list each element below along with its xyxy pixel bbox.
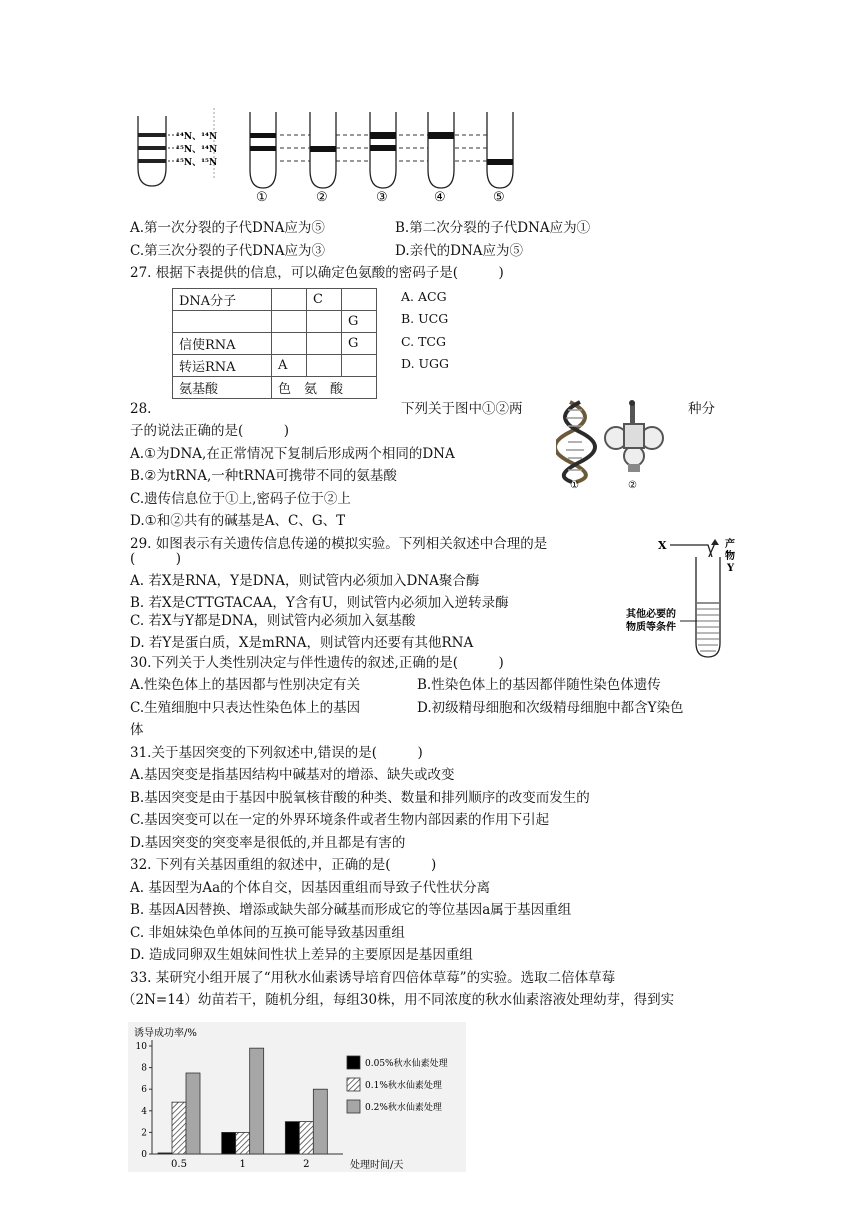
- q30-stem: 30.下列关于人类性别决定与伴性遗传的叙述,正确的是( ): [130, 655, 504, 671]
- legend-14n-14n: ¹⁴N、¹⁴N: [176, 132, 218, 142]
- y-tick-label: 0: [141, 1150, 147, 1160]
- q29-option-c: C. 若X与Y都是DNA，则试管内必须加入氨基酸: [130, 613, 416, 629]
- q30-option-d-cont: 体: [130, 722, 144, 738]
- bar: [313, 1089, 327, 1154]
- product-label-1: 产: [725, 539, 735, 550]
- y-tick-label: 8: [141, 1063, 147, 1074]
- q28-stem-line2: 子的说法正确的是( ): [130, 423, 290, 439]
- table-cell: G: [342, 311, 377, 333]
- tube-1: [250, 112, 276, 188]
- bar: [222, 1132, 236, 1154]
- induction-rate-chart: [128, 1022, 466, 1172]
- trna-cloverleaf: [605, 400, 663, 472]
- table-row: [173, 333, 377, 355]
- q29-stem: 29. 如图表示有关遗传信息传递的模拟实验。下列相关叙述中合理的是: [130, 536, 548, 552]
- tube-label-2: ②: [316, 190, 328, 203]
- q28-option-d: D.①和②共有的碱基是A、C、G、T: [130, 513, 346, 529]
- tube-label-5: ⑤: [493, 190, 505, 203]
- q32-stem: 32. 下列有关基因重组的叙述中，正确的是( ): [130, 857, 437, 873]
- q28-option-a: A.①为DNA,在正常情况下复制后形成两个相同的DNA: [130, 446, 455, 462]
- bar: [236, 1132, 250, 1154]
- x-tick-label: 1: [239, 1159, 246, 1170]
- table-cell: [173, 311, 272, 333]
- legend-15n-15n: ¹⁵N、¹⁵N: [176, 158, 218, 168]
- table-cell: C: [307, 289, 342, 311]
- product-label-2: 物: [725, 551, 735, 562]
- bar: [299, 1122, 313, 1154]
- table-cell: 氨基酸: [173, 377, 272, 399]
- test-tube-figure: [620, 533, 750, 663]
- bar: [285, 1122, 299, 1154]
- q28-option-c: C.遗传信息位于①上,密码子位于②上: [130, 491, 351, 507]
- bar: [172, 1102, 186, 1154]
- table-cell: [307, 333, 342, 355]
- bar: [186, 1073, 200, 1154]
- tube-label-3: ③: [376, 190, 388, 203]
- q31-option-c: C.基因突变可以在一定的外界环境条件或者生物内部因素的作用下引起: [130, 812, 550, 828]
- condition-label-1: 其他必要的: [626, 609, 676, 620]
- table-cell: DNA分子: [173, 289, 272, 311]
- legend-label: 0.1%秋水仙素处理: [365, 1081, 442, 1091]
- q29-option-b: B. 若X是CTTGTACAA，Y含有U，则试管内必须加入逆转录酶: [130, 595, 509, 611]
- table-row: [173, 289, 377, 311]
- legend-swatch: [347, 1100, 360, 1113]
- table-cell: 转运RNA: [173, 355, 272, 377]
- y-tick-label: 10: [135, 1042, 147, 1052]
- q33-line-1: 33. 某研究小组开展了“用秋水仙素诱导培育四倍体草莓”的实验。选取二倍体草莓: [130, 970, 616, 986]
- q27-stem: 27. 根据下表提供的信息，可以确定色氨酸的密码子是( ): [130, 265, 504, 281]
- q27-option-a: A. ACG: [401, 289, 447, 304]
- tube-5: [487, 112, 513, 188]
- bar: [250, 1048, 264, 1154]
- condition-label-2: 物质等条件: [626, 622, 676, 633]
- q26-option-d: D.亲代的DNA应为⑤: [395, 243, 524, 259]
- table-row: [173, 311, 377, 333]
- q26-option-b: B.第二次分裂的子代DNA应为①: [395, 220, 591, 236]
- q31-option-d: D.基因突变的突变率是很低的,并且都是有害的: [130, 835, 406, 851]
- x-label: X: [658, 539, 667, 552]
- reference-tube: [138, 116, 166, 186]
- q28-stem-tail: 种分: [688, 401, 715, 417]
- table-cell: A: [272, 355, 307, 377]
- q27-option-c: C. TCG: [401, 334, 446, 349]
- x-tick-label: 2: [303, 1159, 310, 1170]
- y-label: Y: [727, 563, 735, 574]
- q29-option-d: D. 若Y是蛋白质，X是mRNA，则试管内还要有其他RNA: [130, 635, 474, 651]
- table-cell: [342, 289, 377, 311]
- tube-2: [310, 112, 336, 188]
- q32-option-b: B. 基因A因替换、增添或缺失部分碱基而形成它的等位基因a属于基因重组: [130, 902, 572, 918]
- x-tick-label: 0.5: [171, 1159, 187, 1170]
- q32-option-c: C. 非姐妹染色单体间的互换可能导致基因重组: [130, 925, 405, 941]
- table-cell: [272, 289, 307, 311]
- legend-15n-14n: ¹⁵N、¹⁴N: [176, 145, 218, 155]
- figure-label-2: ②: [628, 480, 637, 490]
- q31-option-b: B.基因突变是由于基因中脱氧核苷酸的种类、数量和排列顺序的改变而发生的: [130, 790, 590, 806]
- table-cell: G: [342, 333, 377, 355]
- table-cell: [342, 355, 377, 377]
- tube-label-4: ④: [434, 190, 446, 203]
- table-cell: 信使RNA: [173, 333, 272, 355]
- tube-3: [370, 112, 396, 188]
- legend-swatch: [347, 1078, 360, 1091]
- dna-double-helix: [556, 402, 595, 482]
- q31-stem: 31.关于基因突变的下列叙述中,错误的是( ): [130, 745, 423, 761]
- q32-option-a: A. 基因型为Aa的个体自交，因基因重组而导致子代性状分离: [130, 880, 491, 896]
- table-cell: [307, 355, 342, 377]
- q27-option-d: D. UGG: [401, 356, 450, 371]
- table-row: [173, 355, 377, 377]
- table-cell: [272, 333, 307, 355]
- q26-option-c: C.第三次分裂的子代DNA应为③: [130, 243, 326, 259]
- legend-label: 0.2%秋水仙素处理: [365, 1103, 442, 1113]
- x-axis-label: 处理时间/天: [350, 1160, 404, 1171]
- y-tick-label: 6: [141, 1085, 147, 1096]
- tube-4: [428, 112, 454, 188]
- q26-option-a: A.第一次分裂的子代DNA应为⑤: [130, 220, 325, 236]
- q28-stem-right: 下列关于图中①②两: [401, 401, 523, 417]
- q31-option-a: A.基因突变是指基因结构中碱基对的增添、缺失或改变: [130, 767, 455, 783]
- q28-option-b: B.②为tRNA,一种tRNA可携带不同的氨基酸: [130, 468, 397, 484]
- figure-label-1: ①: [570, 480, 579, 490]
- q30-option-a: A.性染色体上的基因都与性别决定有关: [130, 677, 361, 693]
- table-cell: [272, 311, 307, 333]
- legend-swatch: [347, 1056, 360, 1069]
- table-cell: [307, 311, 342, 333]
- q30-option-b: B.性染色体上的基因都伴随性染色体遗传: [417, 677, 661, 693]
- q28-number: 28.: [130, 401, 152, 417]
- q29-stem-2: ( ): [130, 551, 182, 567]
- codon-table: [172, 288, 377, 399]
- bar: [158, 1153, 172, 1154]
- q27-option-b: B. UCG: [401, 311, 449, 326]
- table-row: [173, 377, 377, 399]
- q30-option-d: D.初级精母细胞和次级精母细胞中都含Y染色: [417, 700, 684, 716]
- y-tick-label: 2: [141, 1128, 147, 1139]
- table-cell: 色 氨 酸: [272, 377, 377, 399]
- q33-line-2: （2N=14）幼苗若干，随机分组，每组30株，用不同浓度的秋水仙素溶液处理幼芽，得到实: [122, 992, 675, 1008]
- dna-trna-figure: [556, 398, 686, 490]
- y-tick-label: 4: [141, 1106, 147, 1117]
- legend-label: 0.05%秋水仙素处理: [365, 1059, 448, 1069]
- q30-option-c: C.生殖细胞中只表达性染色体上的基因: [130, 700, 361, 716]
- y-axis-label: 诱导成功率/%: [134, 1028, 197, 1039]
- centrifuge-tubes-figure: [130, 108, 530, 203]
- q29-option-a: A. 若X是RNA，Y是DNA，则试管内必须加入DNA聚合酶: [130, 573, 480, 589]
- tube-label-1: ①: [256, 190, 268, 203]
- q32-option-d: D. 造成同卵双生姐妹间性状上差异的主要原因是基因重组: [130, 947, 473, 963]
